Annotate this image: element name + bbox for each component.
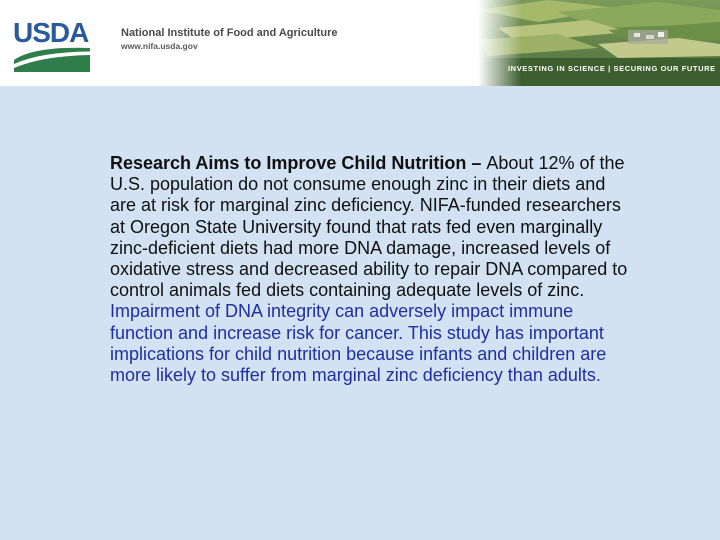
tagline: INVESTING IN SCIENCE | SECURING OUR FUTURE bbox=[508, 64, 716, 73]
article-text bbox=[110, 153, 630, 386]
org-info bbox=[121, 26, 338, 53]
header bbox=[0, 0, 720, 86]
article-body: About 12% of the U.S. population do not consume enough zinc in their diets and are at risk for marginal zinc deficiency. NIFA-funded researchers at Oregon State University found that rats fed even marginally zinc-deficient diets had more DNA damage, increased levels of oxidative stress and decreased ability to repair DNA compared to control animals fed diets containing adequate levels of zinc. bbox=[110, 153, 628, 301]
org-url: www.nifa.usda.gov bbox=[121, 41, 198, 51]
landscape-image bbox=[478, 0, 720, 86]
article-highlight: Impairment of DNA integrity can adversely impact immune function and increase risk for cancer. This study has important implications for child nutrition because infants and children are more likely to suffer from marginal zinc deficiency than adults. bbox=[110, 301, 607, 386]
svg-text:USDA: USDA bbox=[13, 17, 89, 48]
usda-logo bbox=[12, 14, 92, 74]
org-name: National Institute of Food and Agriculture bbox=[121, 27, 338, 39]
header-banner-image bbox=[478, 0, 720, 86]
title-dash: – bbox=[466, 153, 487, 173]
article-title: Research Aims to Improve Child Nutrition bbox=[110, 153, 467, 173]
